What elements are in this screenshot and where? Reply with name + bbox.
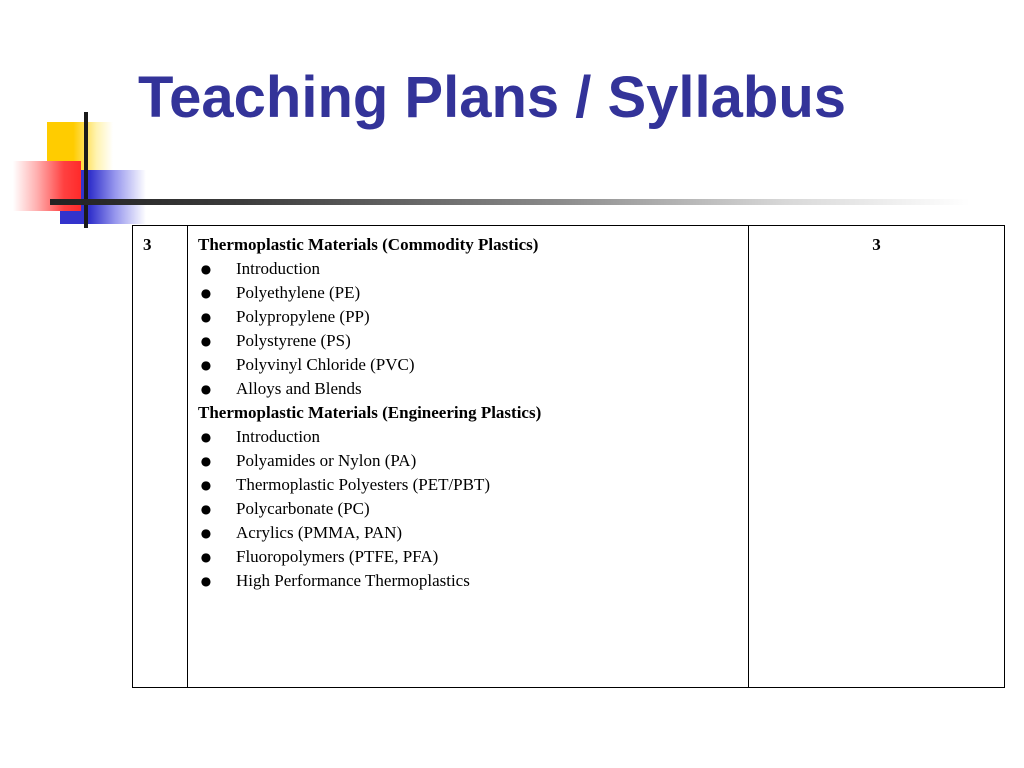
bullet-icon: ● — [200, 502, 212, 516]
list-item — [198, 545, 748, 569]
list-item — [198, 257, 748, 281]
topic-label: Polystyrene (PS) — [236, 331, 351, 350]
bullet-icon: ● — [200, 262, 212, 276]
list-item — [198, 497, 748, 521]
topic-label: Acrylics (PMMA, PAN) — [236, 523, 403, 542]
list-item — [198, 281, 748, 305]
bullet-icon: ● — [200, 574, 212, 588]
section-heading-commodity: Thermoplastic Materials (Commodity Plastics) — [198, 235, 539, 254]
topic-label: Introduction — [236, 259, 321, 278]
section-heading-engineering: Thermoplastic Materials (Engineering Plastics) — [198, 403, 542, 422]
slide-title: Teaching Plans / Syllabus — [138, 65, 847, 130]
bullet-icon: ● — [200, 334, 212, 348]
topic-label: High Performance Thermoplastics — [236, 571, 470, 590]
bullet-icon: ● — [200, 550, 212, 564]
list-item — [198, 353, 748, 377]
bullet-icon: ● — [200, 358, 212, 372]
topic-label: Introduction — [236, 427, 321, 446]
bullet-icon: ● — [200, 454, 212, 468]
lesson-number-cell: 3 — [133, 226, 188, 688]
lesson-hours-cell: 3 — [749, 226, 1005, 688]
syllabus-table — [132, 225, 1005, 688]
title-underline-rule — [50, 199, 970, 205]
list-item — [198, 569, 748, 593]
table-row — [133, 226, 1005, 688]
decorative-vertical-line — [84, 112, 88, 228]
topic-list-engineering — [198, 425, 748, 593]
topic-label: Polyamides or Nylon (PA) — [236, 451, 417, 470]
list-item — [198, 305, 748, 329]
list-item — [198, 521, 748, 545]
topic-label: Polypropylene (PP) — [236, 307, 370, 326]
bullet-icon: ● — [200, 526, 212, 540]
lesson-content-cell — [188, 226, 749, 688]
list-item — [198, 377, 748, 401]
topic-label: Polyvinyl Chloride (PVC) — [236, 355, 415, 374]
topic-list-commodity — [198, 257, 748, 401]
list-item — [198, 329, 748, 353]
bullet-icon: ● — [200, 430, 212, 444]
bullet-icon: ● — [200, 478, 212, 492]
bullet-icon: ● — [200, 310, 212, 324]
list-item — [198, 449, 748, 473]
bullet-icon: ● — [200, 382, 212, 396]
topic-label: Thermoplastic Polyesters (PET/PBT) — [236, 475, 491, 494]
topic-label: Alloys and Blends — [236, 379, 362, 398]
list-item — [198, 473, 748, 497]
topic-label: Polycarbonate (PC) — [236, 499, 370, 518]
topic-label: Fluoropolymers (PTFE, PFA) — [236, 547, 439, 566]
topic-label: Polyethylene (PE) — [236, 283, 361, 302]
list-item — [198, 425, 748, 449]
bullet-icon: ● — [200, 286, 212, 300]
